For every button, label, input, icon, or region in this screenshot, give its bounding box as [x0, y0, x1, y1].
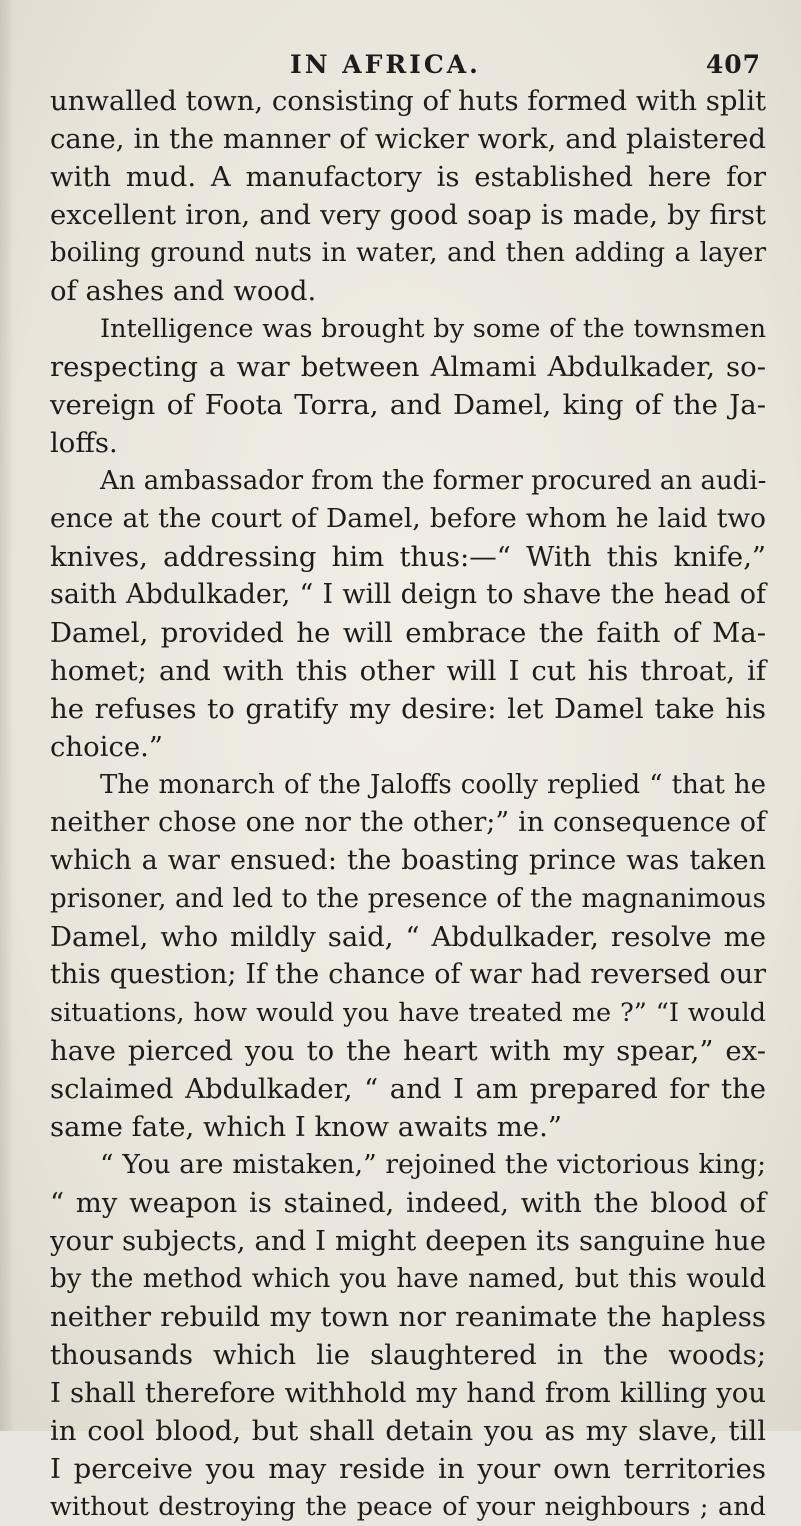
text-line: loffs. — [50, 427, 118, 459]
text-line: thousands which lie slaughtered in the woods; — [50, 1339, 766, 1371]
text-line: neither chose one nor the other;” in consequence of — [50, 807, 766, 838]
text-line: ence at the court of Damel, before whom he laid two — [50, 503, 766, 534]
text-line: situations, how would you have treated me ?” “I would — [50, 998, 766, 1028]
running-head: IN AFRICA. — [290, 50, 481, 79]
text-line: in cool blood, but shall detain you as my slave, till — [50, 1415, 766, 1447]
spine-shadow — [0, 0, 14, 1431]
text-line: neither rebuild my town nor reanimate the hapless — [50, 1301, 766, 1333]
text-line: “ my weapon is stained, indeed, with the blood of — [50, 1187, 766, 1219]
text-line: The monarch of the Jaloffs coolly replied “ that he — [100, 770, 766, 800]
text-line: sclaimed Abdulkader, “ and I am prepared for the — [50, 1073, 766, 1105]
text-line: cane, in the manner of wicker work, and plaistered — [50, 123, 766, 155]
text-line: I perceive you may reside in your own territories — [50, 1453, 766, 1485]
text-line: prisoner, and led to the presence of the magnanimous — [50, 884, 766, 914]
text-line: excellent iron, and very good soap is made, by first — [50, 199, 766, 231]
text-line: “ You are mistaken,” rejoined the victorious king; — [100, 1149, 766, 1180]
text-line: choice.” — [50, 731, 163, 763]
text-line: same fate, which I know awaits me.” — [50, 1111, 562, 1143]
text-line: vereign of Foota Torra, and Damel, king of the Ja- — [50, 389, 766, 421]
text-line: boiling ground nuts in water, and then adding a layer — [50, 238, 766, 268]
text-line: An ambassador from the former procured an audi- — [100, 466, 767, 496]
text-line: this question; If the chance of war had reversed our — [50, 959, 766, 990]
text-line: of ashes and wood. — [50, 275, 317, 307]
text-line: I shall therefore withhold my hand from killing you — [50, 1377, 766, 1409]
text-line: Damel, who mildly said, “ Abdulkader, resolve me — [50, 921, 766, 953]
body-text — [50, 82, 766, 1526]
text-line: homet; and with this other will I cut his throat, if — [50, 655, 766, 687]
text-line: your subjects, and I might deepen its sanguine hue — [50, 1225, 766, 1257]
text-line: unwalled town, consisting of huts formed with split — [50, 85, 767, 117]
text-line: Damel, provided he will embrace the faith of Ma- — [50, 617, 766, 649]
page-header — [0, 50, 801, 82]
text-line: have pierced you to the heart with my spear,” ex- — [50, 1035, 766, 1067]
text-line: Intelligence was brought by some of the townsmen — [100, 314, 766, 344]
text-line: knives, addressing him thus:—“ With this knife,” — [50, 541, 766, 573]
text-line: respecting a war between Almami Abdulkader, so- — [50, 351, 766, 383]
text-line: saith Abdulkader, “ I will deign to shave the head of — [50, 579, 766, 610]
text-line: without destroying the peace of your neighbours ; and — [50, 1492, 766, 1522]
text-line: with mud. A manufactory is established here for — [50, 161, 766, 193]
text-line: by the method which you have named, but this would — [50, 1264, 766, 1294]
text-line: he refuses to gratify my desire: let Damel take his — [50, 693, 766, 725]
page-number: 407 — [705, 50, 761, 79]
text-line: which a war ensued: the boasting prince was taken — [50, 845, 766, 876]
